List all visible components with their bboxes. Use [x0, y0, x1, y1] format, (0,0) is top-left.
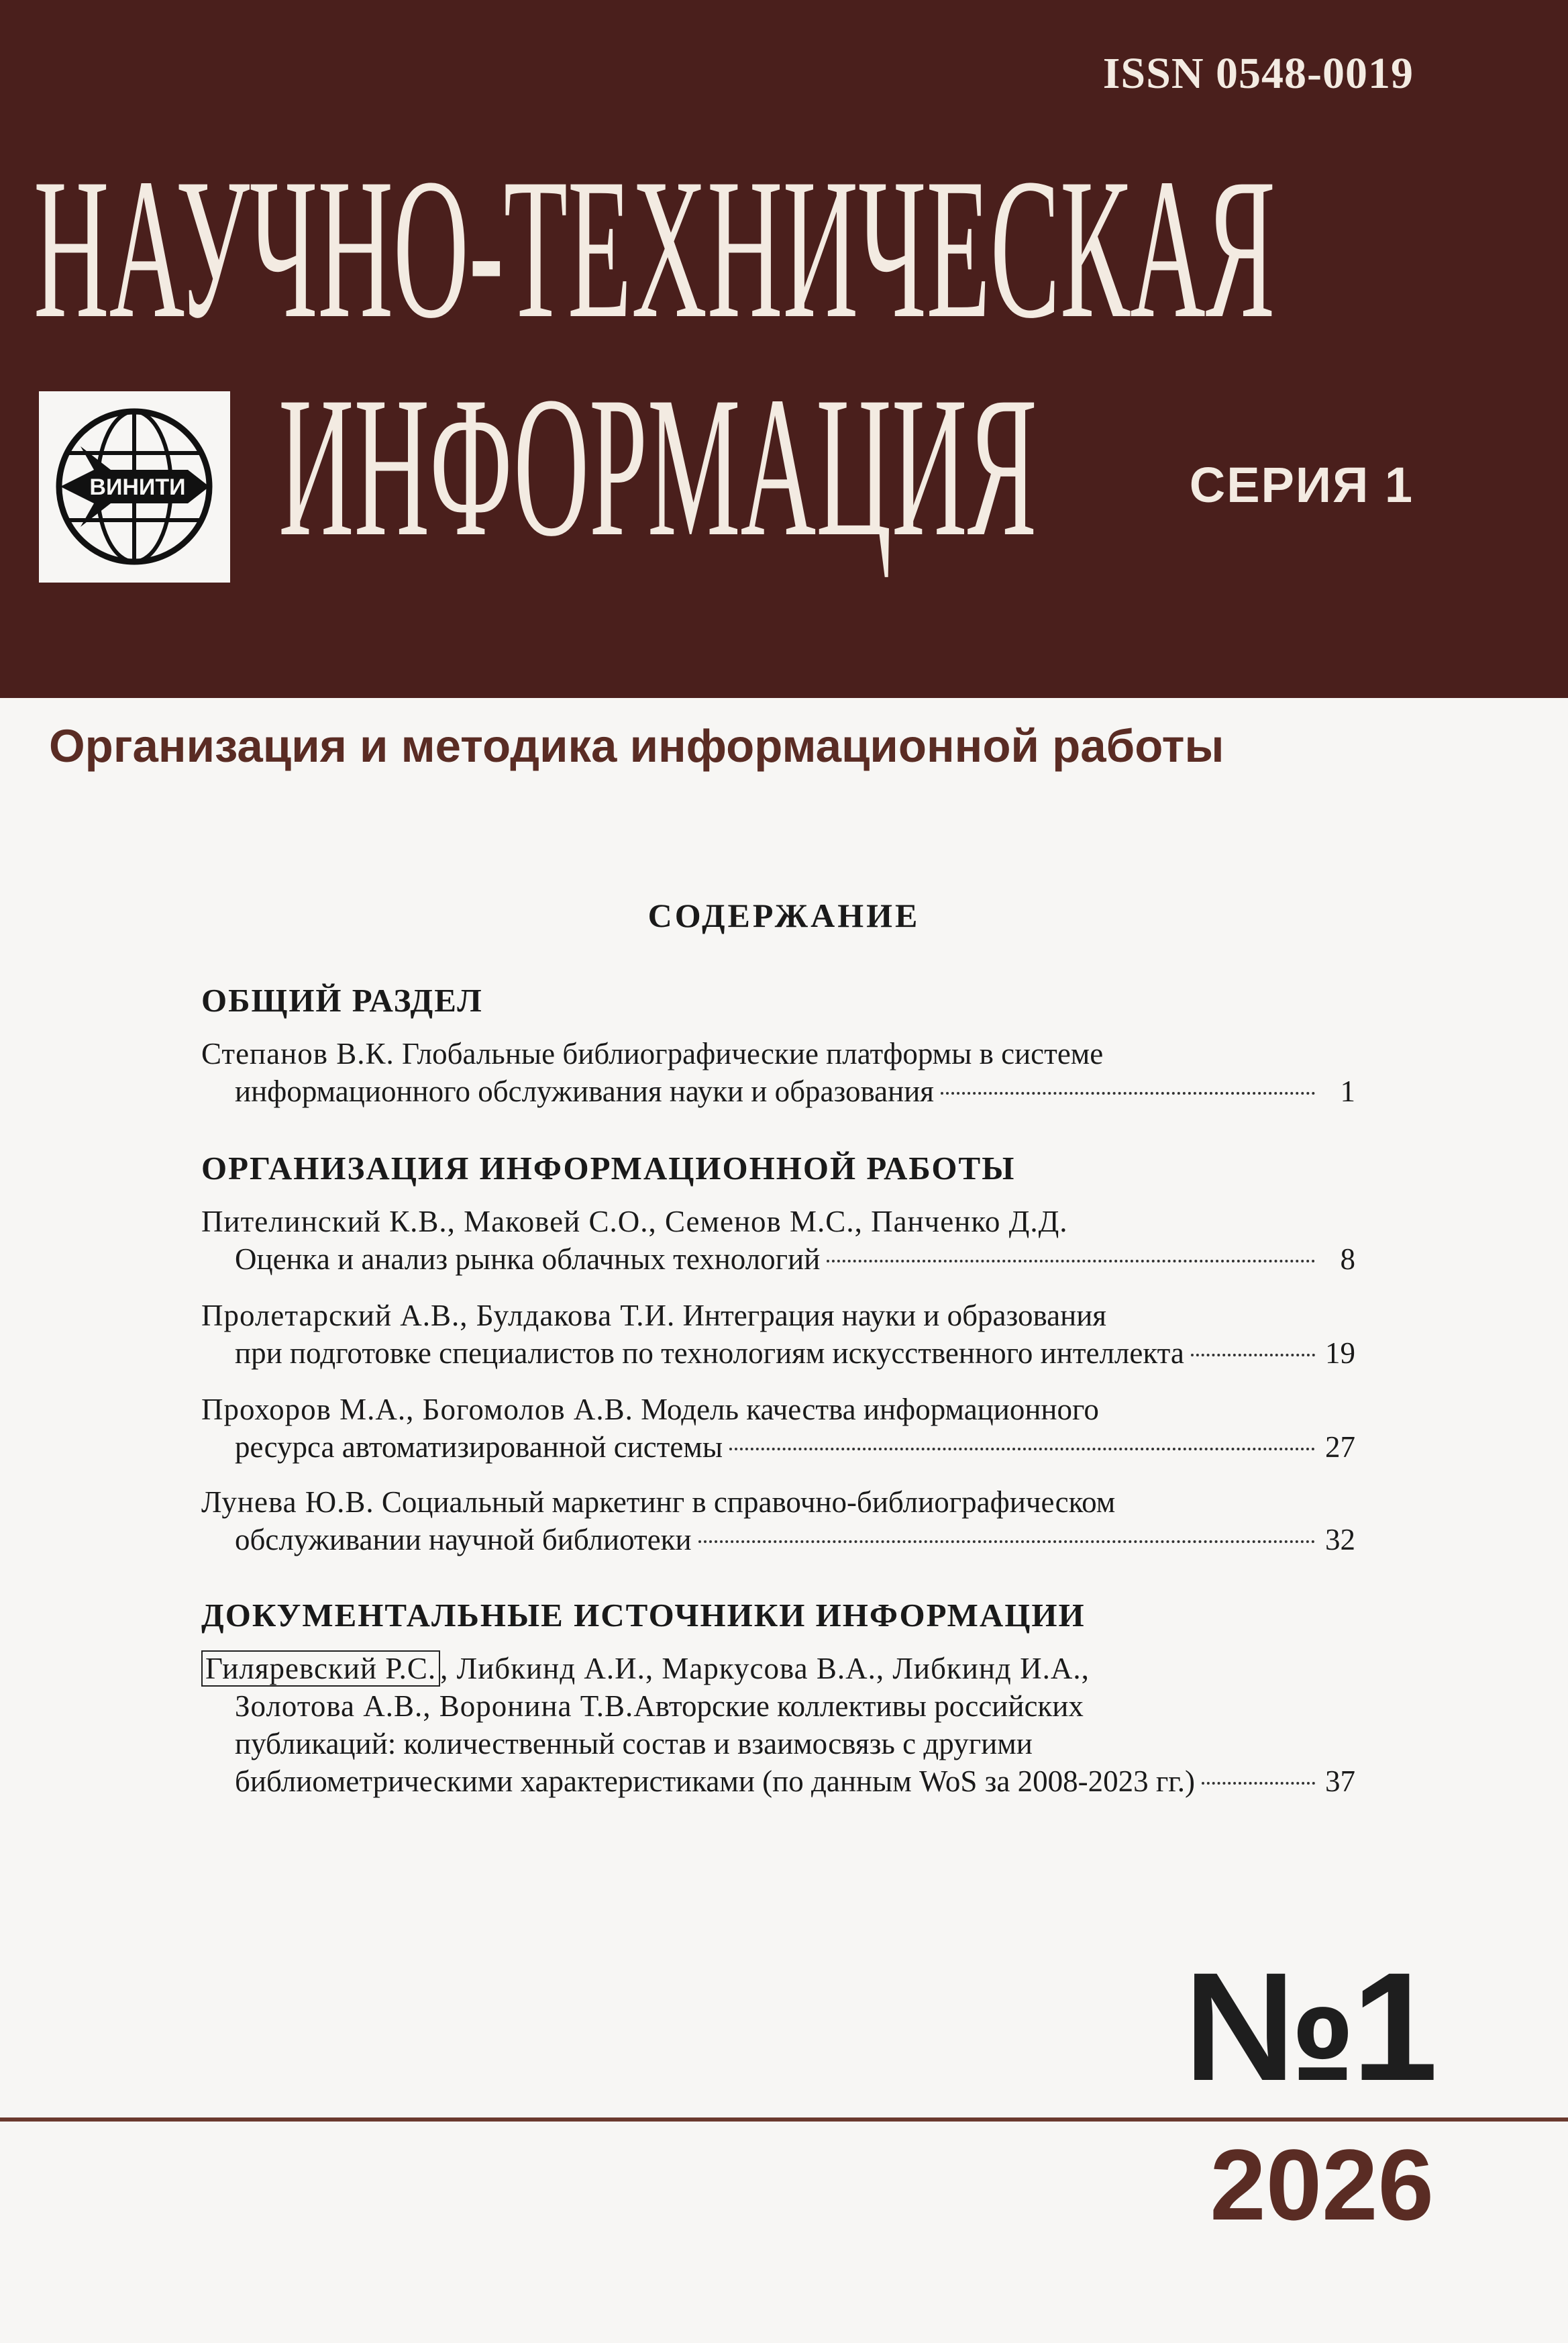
entry-page: 27	[1325, 1430, 1355, 1464]
dot-leader	[1191, 1354, 1315, 1356]
journal-title-line1: НАУЧНО-ТЕХНИЧЕСКАЯ	[34, 137, 1275, 360]
entry-title-cont: обслуживании научной библиотеки	[235, 1523, 692, 1556]
entry-title-cont: Оценка и анализ рынка облачных технологий	[235, 1242, 821, 1276]
entry-authors-highlighted: Гиляревский Р.С.	[201, 1650, 440, 1687]
toc-entry[interactable]	[201, 1203, 1355, 1278]
entry-page: 32	[1325, 1523, 1355, 1556]
issue-year: 2026	[1210, 2128, 1434, 2241]
logo-text: ВИНИТИ	[89, 475, 186, 500]
dot-leader	[941, 1092, 1315, 1095]
dot-leader	[1202, 1782, 1315, 1785]
issn: ISSN 0548-0019	[1102, 49, 1414, 98]
entry-title: Глобальные библиографические платформы в системе	[394, 1037, 1104, 1070]
toc-heading: СОДЕРЖАНИЕ	[647, 897, 921, 934]
issue-number: №1	[1184, 1940, 1434, 2113]
globe-logo-icon	[54, 406, 215, 567]
entry-title: Модель качества информационного	[633, 1393, 1099, 1426]
journal-title-line2: ИНФОРМАЦИЯ	[278, 355, 1037, 578]
toc-entry[interactable]	[201, 1297, 1355, 1372]
entry-page: 19	[1325, 1336, 1355, 1370]
toc-entry[interactable]	[201, 1391, 1355, 1466]
entry-title: Интеграция науки и образования	[675, 1299, 1106, 1332]
entry-title-cont: библиометрическими характеристиками (по данным WoS за 2008-2023 гг.)	[235, 1764, 1195, 1798]
divider	[0, 2117, 1568, 2122]
entry-authors: Пителинский К.В., Маковей С.О., Семенов М.С., Панченко Д.Д.	[201, 1205, 1068, 1238]
toc-entry[interactable]	[201, 1483, 1355, 1558]
dot-leader	[729, 1448, 1315, 1450]
viniti-logo	[39, 391, 230, 583]
dot-leader	[827, 1260, 1315, 1262]
cover-header	[0, 0, 1568, 698]
entry-title-cont: ресурса автоматизированной системы	[235, 1430, 723, 1464]
series-label: СЕРИЯ 1	[1189, 457, 1414, 513]
toc-entry[interactable]	[201, 1035, 1355, 1110]
entry-page: 8	[1340, 1242, 1355, 1276]
journal-subtitle: Организация и методика информационной работы	[49, 720, 1224, 772]
entry-authors: Лунева Ю.В.	[201, 1485, 374, 1519]
entry-authors: Степанов В.К.	[201, 1037, 395, 1070]
entry-authors-cont: Золотова А.В., Воронина Т.В.	[235, 1689, 634, 1723]
toc-entry[interactable]	[201, 1650, 1355, 1800]
entry-title: Социальный маркетинг в справочно-библиографическом	[374, 1485, 1116, 1519]
section-title: ОРГАНИЗАЦИЯ ИНФОРМАЦИОННОЙ РАБОТЫ	[201, 1150, 1016, 1187]
dot-leader	[698, 1540, 1315, 1543]
entry-title-cont: публикаций: количественный состав и взаимосвязь с другими	[235, 1727, 1033, 1760]
entry-title: Авторские коллективы российских	[633, 1689, 1084, 1723]
entry-page: 1	[1340, 1075, 1355, 1108]
section-title: ДОКУМЕНТАЛЬНЫЕ ИСТОЧНИКИ ИНФОРМАЦИИ	[201, 1597, 1086, 1634]
entry-authors: Пролетарский А.В., Булдакова Т.И.	[201, 1299, 676, 1332]
entry-title-cont: при подготовке специалистов по технологиям искусственного интеллекта	[235, 1336, 1184, 1370]
entry-authors: , Либкинд А.И., Маркусова В.А., Либкинд И.А.,	[440, 1652, 1090, 1685]
section-title: ОБЩИЙ РАЗДЕЛ	[201, 982, 483, 1019]
entry-title-cont: информационного обслуживания науки и образования	[235, 1075, 935, 1108]
entry-page: 37	[1325, 1764, 1355, 1798]
entry-authors: Прохоров М.А., Богомолов А.В.	[201, 1393, 633, 1426]
